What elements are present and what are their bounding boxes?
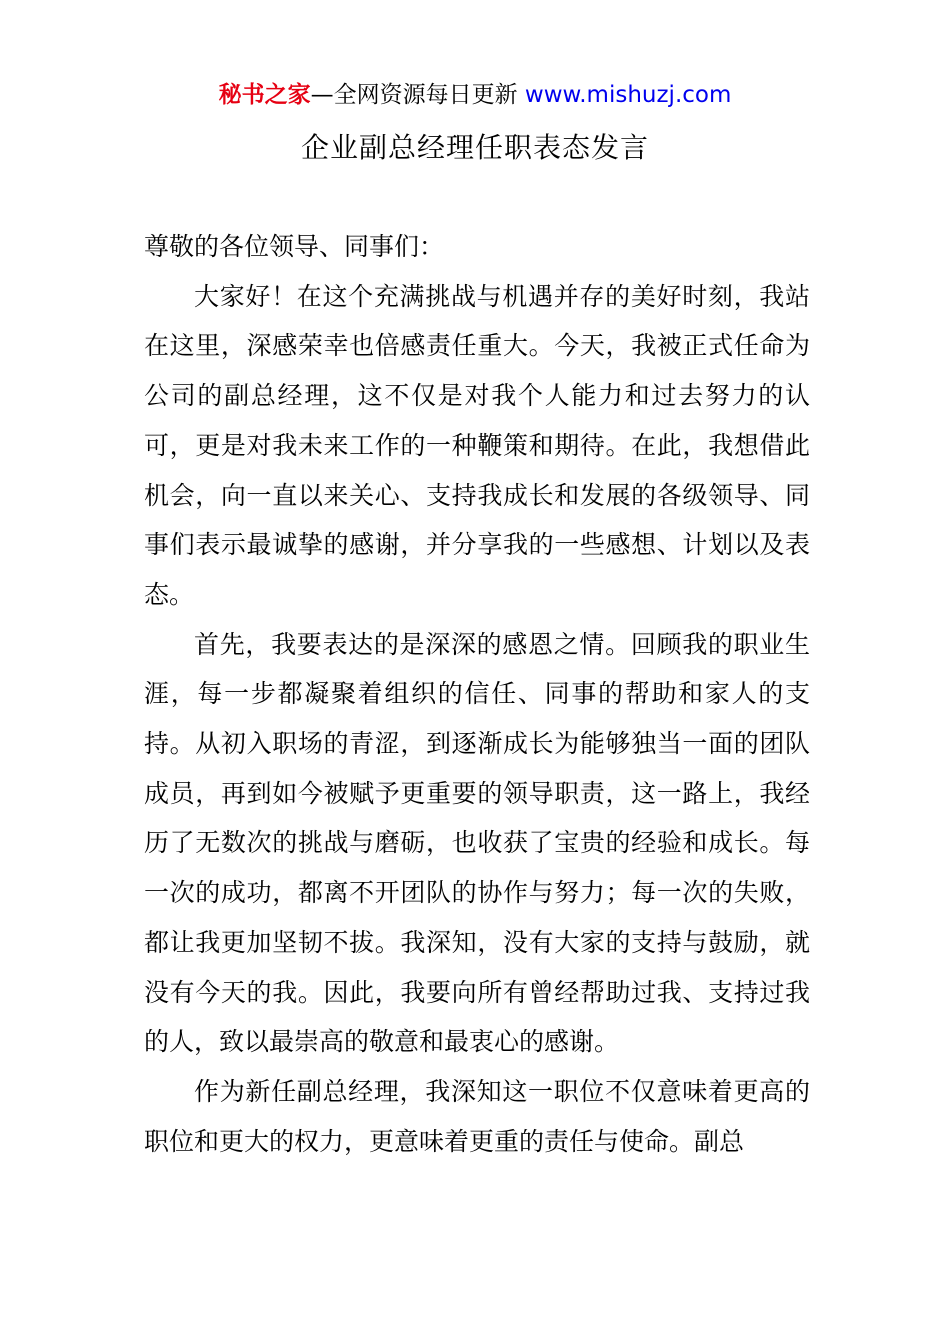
paragraph-3: 作为新任副总经理，我深知这一职位不仅意味着更高的职位和更大的权力，更意味着更重的责任与使命。副总: [144, 1076, 810, 1156]
site-url-link[interactable]: www.mishuzj.com: [524, 82, 732, 108]
paragraph-2: 首先，我要表达的是深深的感恩之情。回顾我的职业生涯，每一步都凝聚着组织的信任、同事的帮助和家人的支持。从初入职场的青涩，到逐渐成长为能够独当一面的团队成员，再到如今被赋予更重要的领导职责，这一路上，我经历了无数次的挑战与磨砺，也收获了宝贵的经验和成长。每一次的成功，都离不开团队的协作与努力；每一次的失败，都让我更加坚韧不拔。我深知，没有大家的支持与鼓励，就没有今天的我。因此，我要向所有曾经帮助过我、支持过我的人，致以最崇高的敬意和最衷心的感谢。: [144, 629, 810, 1057]
document-body: [144, 222, 810, 1166]
document-title: 企业副总经理任职表态发言: [300, 131, 649, 164]
site-slogan: —全网资源每日更新: [310, 82, 525, 108]
paragraph-1: 大家好！在这个充满挑战与机遇并存的美好时刻，我站在这里，深感荣幸也倍感责任重大。今天，我被正式任命为公司的副总经理，这不仅是对我个人能力和过去努力的认可，更是对我未来工作的一种鞭策和期待。在此，我想借此机会，向一直以来关心、支持我成长和发展的各级领导、同事们表示最诚挚的感谢，并分享我的一些感想、计划以及表态。: [144, 281, 810, 609]
brand-name: 秘书之家: [218, 82, 311, 108]
site-header: [0, 78, 950, 112]
salutation: 尊敬的各位领导、同事们：: [144, 232, 445, 261]
